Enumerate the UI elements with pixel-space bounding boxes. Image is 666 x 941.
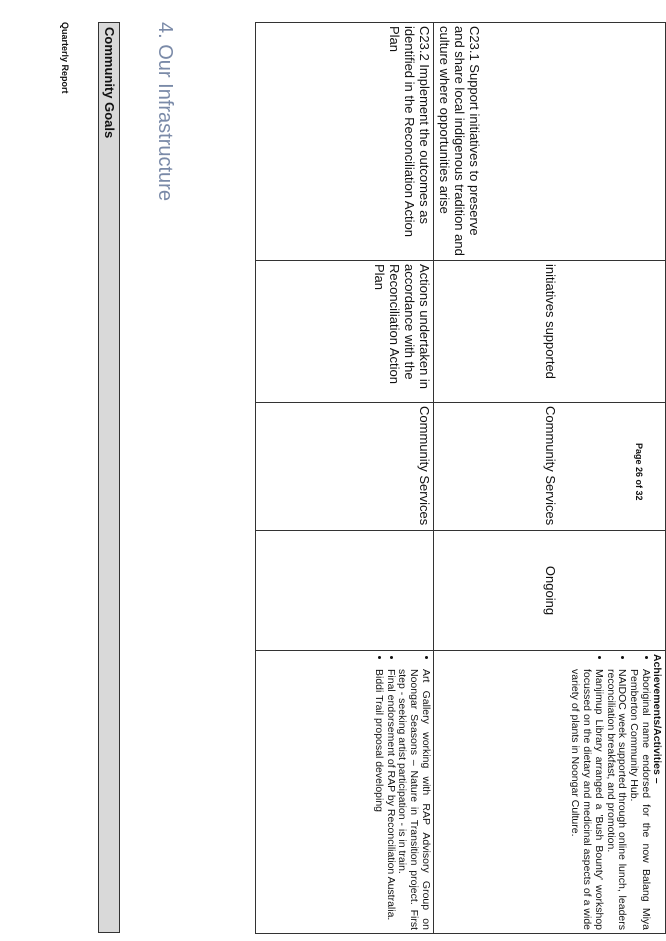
list-item: • Final endorsement of RAP by Reconciliation Australia. (384, 669, 396, 930)
list-item: • Aboriginal name endorsed for the now Balang Miya Pemberton Community Hub. (627, 669, 651, 930)
list-item: • Biddi Trail proposal developing (372, 669, 384, 930)
achievements-cell (256, 651, 434, 934)
action-cell: C23.1 Support initiatives to preserve and share local indigenous tradition and culture where opportunities arise (434, 23, 666, 261)
table-row (434, 23, 666, 934)
achievements-heading: Achievements/Activities – (651, 654, 663, 784)
community-goals-label: Community Goals (102, 27, 117, 139)
measure-cell: initiatives supported (434, 261, 666, 403)
achievements-list (372, 654, 431, 930)
community-goals-header (98, 22, 120, 933)
list-item: • Art Gallery working with RAP Advisory Group on Noongar Seasons – Nature in Transition project. First step - seeking artist participation - is in train. (396, 669, 431, 930)
page-number: Page 26 of 32 (634, 443, 644, 501)
achievements-cell (434, 651, 666, 934)
actions-table (255, 22, 666, 934)
list-item: • Manjimup Library arranged a 'Bush Bounty' workshop focussed on the dietary and medicinal aspects of a wide variety of plants in Noongar Culture. (569, 669, 604, 930)
report-title: Quarterly Report (60, 22, 70, 94)
table-row (256, 23, 434, 934)
section-title: 4. Our Infrastructure (154, 22, 176, 201)
responsibility-cell: Community Services (434, 403, 666, 531)
action-cell: C23.2 Implement the outcomes as identified in the Reconciliation Action Plan (256, 23, 434, 261)
responsibility-cell: Community Services (256, 403, 434, 531)
timeframe-cell: Ongoing (434, 531, 666, 651)
timeframe-cell (256, 531, 434, 651)
achievements-list (569, 654, 651, 930)
list-item: • NAIDOC week supported through online lunch, leaders reconciliation breakfast, and promotion. (604, 669, 628, 930)
measure-cell: Actions undertaken in accordance with the Reconciliation Action Plan (256, 261, 434, 403)
